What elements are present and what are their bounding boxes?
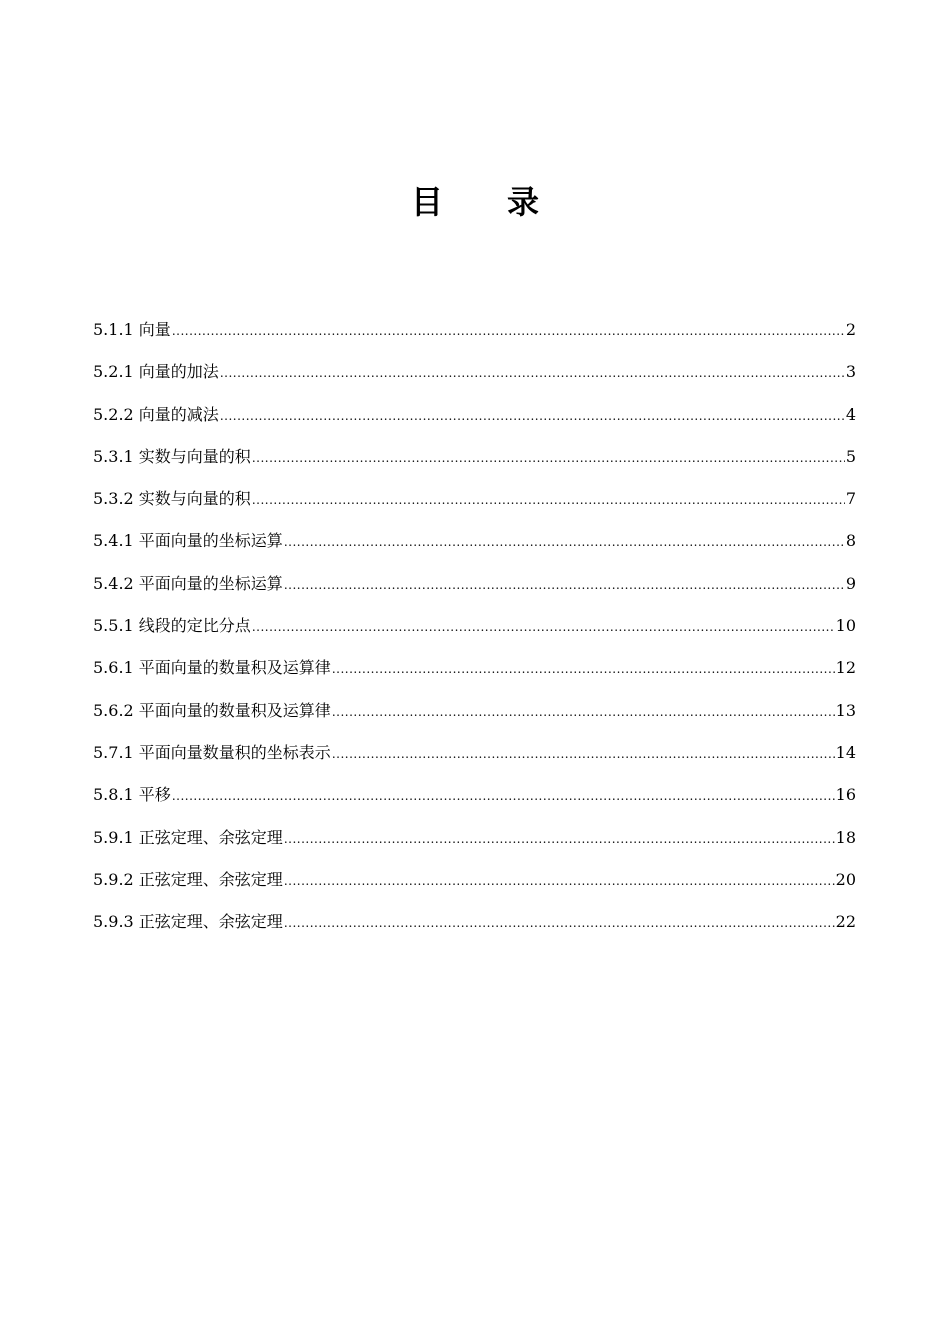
toc-page-number: 18 xyxy=(835,827,856,847)
toc-entry[interactable] xyxy=(93,445,856,487)
toc-dot-leader xyxy=(332,700,835,724)
toc-dot-leader xyxy=(284,911,835,935)
toc-entry[interactable] xyxy=(93,529,856,571)
toc-entry-label: 5.4.2 平面向量的坐标运算 xyxy=(93,573,283,593)
toc-entry[interactable] xyxy=(93,403,856,445)
toc-dot-leader xyxy=(284,530,845,554)
toc-entry-label: 5.9.3 正弦定理、余弦定理 xyxy=(93,912,283,932)
toc-entry[interactable] xyxy=(93,318,856,360)
toc-dot-leader xyxy=(284,573,845,597)
toc-dot-leader xyxy=(252,615,835,639)
toc-page-number: 14 xyxy=(835,742,856,762)
table-of-contents xyxy=(93,318,856,952)
toc-entry-label: 5.9.1 正弦定理、余弦定理 xyxy=(93,827,283,847)
toc-page-number: 10 xyxy=(835,616,856,636)
toc-entry-label: 5.6.2 平面向量的数量积及运算律 xyxy=(93,700,331,720)
toc-page-number: 9 xyxy=(845,573,856,593)
toc-entry-label: 5.9.2 正弦定理、余弦定理 xyxy=(93,869,283,889)
toc-dot-leader xyxy=(332,742,835,766)
toc-entry-label: 5.2.2 向量的减法 xyxy=(93,404,219,424)
toc-entry-label: 5.6.1 平面向量的数量积及运算律 xyxy=(93,658,331,678)
toc-dot-leader xyxy=(284,869,835,893)
toc-dot-leader xyxy=(220,404,845,428)
toc-dot-leader xyxy=(332,657,835,681)
toc-page-number: 2 xyxy=(845,320,856,339)
toc-entry-label: 5.3.1 实数与向量的积 xyxy=(93,446,251,466)
toc-entry-label: 5.5.1 线段的定比分点 xyxy=(93,616,251,636)
toc-entry-label: 5.1.1 向量 xyxy=(93,320,171,339)
toc-page-number: 3 xyxy=(845,362,856,382)
toc-entry-label: 5.4.1 平面向量的坐标运算 xyxy=(93,531,283,551)
toc-entry-label: 5.8.1 平移 xyxy=(93,785,171,805)
toc-entry-label: 5.2.1 向量的加法 xyxy=(93,362,219,382)
toc-entry-label: 5.3.2 实数与向量的积 xyxy=(93,489,251,509)
toc-entry[interactable] xyxy=(93,614,856,656)
toc-dot-leader xyxy=(220,361,845,385)
toc-entry[interactable] xyxy=(93,741,856,783)
toc-page-number: 7 xyxy=(845,489,856,509)
toc-page-number: 5 xyxy=(845,446,856,466)
toc-page-number: 16 xyxy=(835,785,856,805)
toc-entry[interactable] xyxy=(93,487,856,529)
toc-entry-label: 5.7.1 平面向量数量积的坐标表示 xyxy=(93,742,331,762)
toc-entry[interactable] xyxy=(93,826,856,868)
toc-dot-leader xyxy=(252,488,845,512)
toc-entry[interactable] xyxy=(93,699,856,741)
toc-entry[interactable] xyxy=(93,910,856,952)
toc-entry[interactable] xyxy=(93,868,856,910)
toc-page-number: 4 xyxy=(845,404,856,424)
toc-page-number: 22 xyxy=(835,912,856,932)
toc-page-number: 20 xyxy=(835,869,856,889)
toc-page-number: 8 xyxy=(845,531,856,551)
toc-entry[interactable] xyxy=(93,656,856,698)
toc-entry[interactable] xyxy=(93,360,856,402)
toc-dot-leader xyxy=(172,319,845,343)
toc-entry[interactable] xyxy=(93,783,856,825)
page-title: 目 录 xyxy=(410,183,539,221)
toc-page-number: 13 xyxy=(835,700,856,720)
toc-page-number: 12 xyxy=(835,658,856,678)
toc-dot-leader xyxy=(252,446,845,470)
toc-entry[interactable] xyxy=(93,572,856,614)
toc-dot-leader xyxy=(284,827,835,851)
toc-dot-leader xyxy=(172,784,835,808)
